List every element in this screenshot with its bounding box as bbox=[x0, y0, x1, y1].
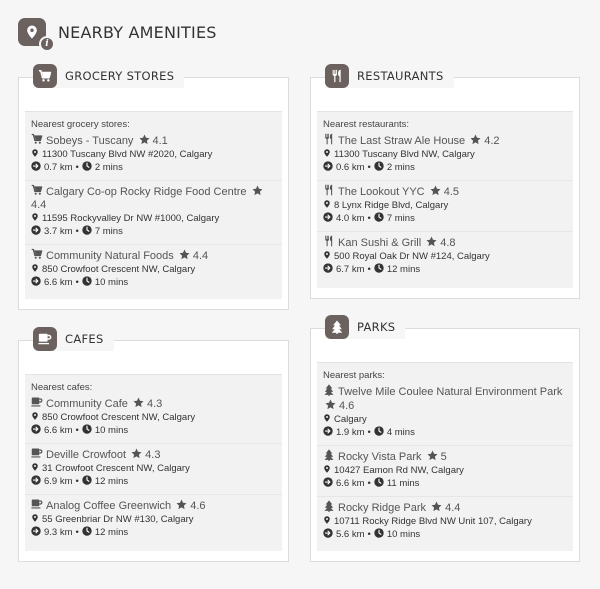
clock-icon bbox=[374, 212, 384, 222]
item-name: Community Cafe bbox=[46, 398, 128, 410]
item-rating: 4.8 bbox=[440, 237, 456, 249]
star-icon bbox=[252, 185, 263, 196]
clock-icon bbox=[374, 161, 384, 171]
item-address: 10711 Rocky Ridge Blvd NW Unit 107, Calgary bbox=[334, 516, 532, 527]
item-address: 11300 Tuscany Blvd NW, Calgary bbox=[334, 149, 475, 160]
tree-icon bbox=[323, 500, 335, 512]
list-item[interactable]: Twelve Mile Coulee Natural Environment Park 4.6 Calgary 1.9 km • 4 mins bbox=[317, 381, 573, 446]
item-distance: 6.6 km bbox=[44, 425, 73, 436]
item-distance: 1.9 km bbox=[336, 427, 365, 438]
list-item[interactable]: Kan Sushi & Grill 4.8 500 Royal Oak Dr NW #124, Calgary 6.7 km • 12 mins bbox=[317, 232, 573, 282]
item-time: 2 mins bbox=[94, 162, 123, 173]
map-pin-icon bbox=[31, 212, 39, 222]
item-distance: 6.7 km bbox=[336, 264, 365, 275]
item-name: Rocky Ridge Park bbox=[338, 502, 427, 514]
item-distance: 4.0 km bbox=[336, 213, 365, 224]
item-address: 10427 Eamon Rd NW, Calgary bbox=[334, 465, 464, 476]
item-name: The Last Straw Ale House bbox=[338, 135, 466, 147]
item-distance: 3.7 km bbox=[44, 226, 73, 237]
star-icon bbox=[431, 501, 442, 512]
star-icon bbox=[427, 450, 438, 461]
card-header bbox=[325, 315, 405, 339]
page-title: NEARBY AMENITIES bbox=[58, 22, 217, 42]
coffee-cup-icon bbox=[31, 447, 43, 459]
item-name: Calgary Co-op Rocky Ridge Food Centre bbox=[46, 186, 247, 198]
card-header bbox=[325, 64, 454, 88]
item-time: 7 mins bbox=[94, 226, 123, 237]
item-rating: 4.4 bbox=[192, 250, 209, 262]
item-time: 10 mins bbox=[94, 425, 129, 436]
grocery-stores-card bbox=[18, 69, 289, 310]
item-time: 11 mins bbox=[386, 478, 420, 489]
list-intro: Nearest parks: bbox=[323, 370, 385, 381]
item-distance: 0.6 km bbox=[336, 162, 365, 173]
fork-knife-icon bbox=[323, 133, 335, 145]
item-rating: 4.4 bbox=[445, 502, 461, 514]
arrow-circle-icon bbox=[31, 526, 41, 536]
list-item[interactable]: Analog Coffee Greenwich 4.6 55 Greenbriar Dr NW #130, Calgary 9.3 km • 12 mins bbox=[25, 495, 282, 545]
star-icon bbox=[430, 185, 441, 196]
item-name: Community Natural Foods bbox=[46, 250, 174, 262]
list-item[interactable]: The Last Straw Ale House 4.2 11300 Tuscany Blvd NW, Calgary 0.6 km • 2 mins bbox=[317, 130, 573, 181]
grocery-list bbox=[25, 111, 282, 299]
map-pin-icon bbox=[323, 148, 331, 158]
star-icon bbox=[179, 249, 190, 260]
star-icon bbox=[426, 236, 437, 247]
item-name: Kan Sushi & Grill bbox=[338, 237, 422, 249]
map-pin-icon bbox=[31, 148, 39, 158]
item-time: 2 mins bbox=[386, 162, 415, 173]
shopping-cart-icon bbox=[31, 184, 43, 196]
arrow-circle-icon bbox=[323, 161, 333, 171]
list-intro: Nearest cafes: bbox=[31, 382, 93, 393]
fork-knife-icon bbox=[323, 184, 335, 196]
clock-icon bbox=[82, 475, 92, 485]
item-rating: 4.6 bbox=[339, 400, 355, 412]
item-address: 850 Crowfoot Crescent NW, Calgary bbox=[42, 412, 196, 423]
coffee-cup-icon bbox=[31, 396, 43, 408]
item-address: 55 Greenbriar Dr NW #130, Calgary bbox=[42, 514, 194, 525]
item-time: 10 mins bbox=[94, 277, 129, 288]
item-address: 850 Crowfoot Crescent NW, Calgary bbox=[42, 264, 196, 275]
parks-card bbox=[310, 320, 580, 562]
star-icon bbox=[325, 399, 336, 410]
map-pin-icon bbox=[31, 513, 39, 523]
item-address: 31 Crowfoot Crescent NW, Calgary bbox=[42, 463, 190, 474]
list-item[interactable]: Community Cafe 4.3 850 Crowfoot Crescent NW, Calgary 6.6 km • 10 mins bbox=[25, 393, 282, 444]
item-distance: 6.6 km bbox=[336, 478, 365, 489]
item-name: The Lookout YYC bbox=[338, 186, 425, 198]
star-icon bbox=[133, 397, 144, 408]
arrow-circle-icon bbox=[323, 263, 333, 273]
map-pin-icon bbox=[31, 263, 39, 273]
list-item[interactable]: The Lookout YYC 4.5 8 Lynx Ridge Blvd, Calgary 4.0 km • 7 mins bbox=[317, 181, 573, 232]
arrow-circle-icon bbox=[31, 225, 41, 235]
star-icon bbox=[470, 134, 481, 145]
list-item[interactable]: Sobeys - Tuscany 4.1 11300 Tuscany Blvd NW #2020, Calgary 0.7 km • 2 mins bbox=[25, 130, 282, 181]
card-title: PARKS bbox=[357, 320, 396, 334]
coffee-cup-icon bbox=[31, 498, 43, 510]
item-time: 10 mins bbox=[386, 529, 421, 540]
item-distance: 6.9 km bbox=[44, 476, 73, 487]
restaurants-list bbox=[317, 111, 573, 288]
clock-icon bbox=[82, 526, 92, 536]
item-name: Sobeys - Tuscany bbox=[46, 135, 134, 147]
map-pin-icon bbox=[31, 462, 39, 472]
item-address: 500 Royal Oak Dr NW #124, Calgary bbox=[334, 251, 490, 262]
card-title: CAFES bbox=[65, 332, 104, 346]
list-intro: Nearest grocery stores: bbox=[31, 119, 130, 130]
item-rating: 5 bbox=[440, 451, 447, 463]
list-item[interactable]: Calgary Co-op Rocky Ridge Food Centre 4.4 11595 Rockyvalley Dr NW #1000, Calgary 3.7 km • 7 mins bbox=[25, 181, 282, 245]
arrow-circle-icon bbox=[323, 212, 333, 222]
page-header bbox=[18, 14, 217, 50]
item-rating: 4.3 bbox=[146, 398, 163, 410]
clock-icon bbox=[82, 276, 92, 286]
star-icon bbox=[131, 448, 142, 459]
arrow-circle-icon bbox=[323, 426, 333, 436]
list-item[interactable]: Rocky Ridge Park 4.4 10711 Rocky Ridge Blvd NW Unit 107, Calgary 5.6 km • 10 mins bbox=[317, 497, 573, 547]
cafes-list bbox=[25, 374, 282, 551]
coffee-cup-icon bbox=[33, 327, 57, 351]
item-distance: 9.3 km bbox=[44, 527, 73, 538]
fork-knife-icon bbox=[323, 235, 335, 247]
clock-icon bbox=[374, 477, 384, 487]
item-address: 8 Lynx Ridge Blvd, Calgary bbox=[334, 200, 449, 211]
item-address: Calgary bbox=[334, 414, 367, 425]
fork-knife-icon bbox=[325, 64, 349, 88]
item-name: Rocky Vista Park bbox=[338, 451, 422, 463]
tree-icon bbox=[323, 449, 335, 461]
item-rating: 4.3 bbox=[145, 449, 161, 461]
tree-icon bbox=[325, 315, 349, 339]
item-rating: 4.1 bbox=[152, 135, 168, 147]
clock-icon bbox=[374, 263, 384, 273]
item-time: 12 mins bbox=[386, 264, 421, 275]
item-address: 11300 Tuscany Blvd NW #2020, Calgary bbox=[42, 149, 213, 160]
shopping-cart-icon bbox=[33, 64, 57, 88]
item-distance: 6.6 km bbox=[44, 277, 73, 288]
list-intro: Nearest restaurants: bbox=[323, 119, 410, 130]
item-time: 4 mins bbox=[386, 427, 415, 438]
clock-icon bbox=[82, 225, 92, 235]
clock-icon bbox=[82, 424, 92, 434]
item-rating: 4.6 bbox=[190, 500, 206, 512]
shopping-cart-icon bbox=[31, 248, 43, 260]
clock-icon bbox=[374, 528, 384, 538]
list-item[interactable]: Deville Crowfoot 4.3 31 Crowfoot Crescent NW, Calgary 6.9 km • 12 mins bbox=[25, 444, 282, 495]
list-item[interactable]: Community Natural Foods 4.4 850 Crowfoot Crescent NW, Calgary 6.6 km • 10 mins bbox=[25, 245, 282, 295]
arrow-circle-icon bbox=[31, 161, 41, 171]
arrow-circle-icon bbox=[31, 276, 41, 286]
map-pin-icon bbox=[323, 250, 331, 260]
tree-icon bbox=[323, 384, 335, 396]
cafes-card bbox=[18, 332, 289, 562]
arrow-circle-icon bbox=[31, 424, 41, 434]
item-distance: 5.6 km bbox=[336, 529, 365, 540]
list-item[interactable]: Rocky Vista Park 5 10427 Eamon Rd NW, Calgary 6.6 km • 11 mins bbox=[317, 446, 573, 497]
clock-icon bbox=[374, 426, 384, 436]
arrow-circle-icon bbox=[31, 475, 41, 485]
shopping-cart-icon bbox=[31, 133, 43, 145]
card-header bbox=[33, 327, 114, 351]
item-time: 12 mins bbox=[94, 476, 129, 487]
clock-icon bbox=[82, 161, 92, 171]
map-pin-icon bbox=[323, 464, 331, 474]
item-rating: 4.5 bbox=[443, 186, 459, 198]
star-icon bbox=[139, 134, 150, 145]
item-time: 7 mins bbox=[386, 213, 415, 224]
item-rating: 4.2 bbox=[484, 135, 500, 147]
item-name: Deville Crowfoot bbox=[46, 449, 127, 461]
arrow-circle-icon bbox=[323, 477, 333, 487]
map-pin-icon bbox=[323, 515, 331, 525]
map-pin-icon bbox=[31, 411, 39, 421]
card-title: GROCERY STORES bbox=[65, 69, 175, 83]
item-name: Analog Coffee Greenwich bbox=[46, 500, 172, 512]
map-pin-icon bbox=[323, 413, 331, 423]
star-icon bbox=[176, 499, 187, 510]
card-header bbox=[33, 64, 184, 88]
item-time: 12 mins bbox=[94, 527, 129, 538]
map-pin-info-icon: i bbox=[18, 18, 46, 46]
item-distance: 0.7 km bbox=[44, 162, 73, 173]
item-address: 11595 Rockyvalley Dr NW #1000, Calgary bbox=[42, 213, 220, 224]
item-rating: 4.4 bbox=[31, 199, 47, 211]
arrow-circle-icon bbox=[323, 528, 333, 538]
map-pin-icon bbox=[323, 199, 331, 209]
card-title: RESTAURANTS bbox=[357, 69, 444, 83]
parks-list bbox=[317, 362, 573, 551]
restaurants-card bbox=[310, 69, 580, 299]
item-name: Twelve Mile Coulee Natural Environment Park bbox=[338, 386, 563, 398]
